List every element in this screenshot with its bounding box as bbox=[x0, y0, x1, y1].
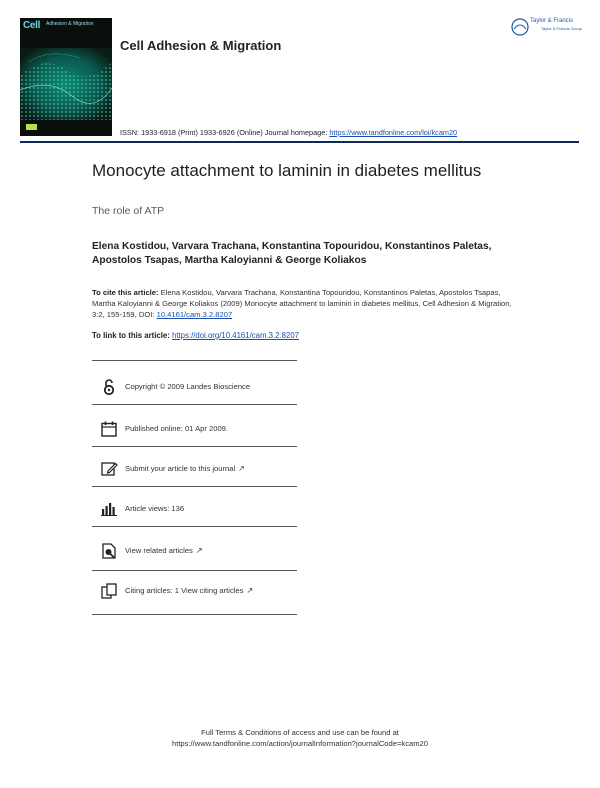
article-authors: Elena Kostidou, Varvara Trachana, Konstantina Topouridou, Konstantinos Paletas, Apostolos Tsapas, Martha Kaloyianni & George Koliakos bbox=[92, 241, 492, 266]
cover-publisher-logo bbox=[26, 124, 37, 130]
submit-article-row[interactable] bbox=[100, 458, 245, 480]
published-row bbox=[100, 418, 229, 440]
cover-title-sub: Adhesion & Migration bbox=[46, 21, 94, 27]
citation-doi-link[interactable]: 10.4161/cam.3.2.8207 bbox=[156, 310, 233, 319]
related-articles-link[interactable] bbox=[125, 546, 203, 555]
external-link-icon: ↗ bbox=[195, 546, 203, 555]
related-articles-label: View related articles bbox=[125, 546, 193, 555]
copyright-row bbox=[100, 376, 251, 398]
meta-divider bbox=[92, 404, 297, 405]
article-link-line bbox=[92, 331, 299, 340]
journal-name: Cell Adhesion & Migration bbox=[120, 38, 282, 53]
document-search-icon bbox=[100, 542, 118, 560]
bar-chart-icon bbox=[100, 500, 118, 518]
meta-divider bbox=[92, 614, 297, 615]
citation-text: Elena Kostidou, Varvara Trachana, Konstantina Topouridou, Konstantinos Paletas, Apostolos Tsapas, Martha Kaloyianni & George Koliakos (2009) Monocyte attachment to laminin in diabetes mellitus, Cell Adhesion & Migration, 3:2, 155-159, DOI: bbox=[92, 288, 512, 319]
issn-line bbox=[120, 128, 457, 137]
submit-article-label: Submit your article to this journal bbox=[125, 464, 236, 473]
meta-divider bbox=[92, 360, 297, 361]
related-articles-row[interactable] bbox=[100, 540, 203, 562]
article-views-row bbox=[100, 498, 185, 520]
citing-articles-label: Citing articles: 1 View citing articles bbox=[125, 586, 244, 595]
terms-line: Full Terms & Conditions of access and use can be found at bbox=[201, 728, 399, 737]
issn-text: ISSN: 1933-6918 (Print) 1933-6926 (Online) Journal homepage: bbox=[120, 128, 330, 137]
cover-microscopy-art bbox=[20, 18, 112, 136]
journal-cover-image bbox=[20, 18, 112, 136]
calendar-icon bbox=[100, 420, 118, 438]
published-date: Published online: 01 Apr 2009. bbox=[125, 424, 229, 433]
header-divider bbox=[20, 141, 579, 143]
meta-divider bbox=[92, 486, 297, 487]
copyright-text: Copyright © 2009 Landes Bioscience bbox=[125, 382, 251, 391]
publisher-logo-text: Taylor & Francis bbox=[530, 18, 574, 24]
edit-pencil-icon bbox=[100, 460, 118, 478]
journal-homepage-link[interactable]: https://www.tandfonline.com/loi/kcam20 bbox=[329, 128, 458, 137]
link-label: To link to this article: bbox=[92, 331, 172, 340]
copy-documents-icon bbox=[100, 582, 118, 600]
meta-divider bbox=[92, 570, 297, 571]
publisher-logo-subtext: Taylor & Francis Group bbox=[541, 26, 582, 31]
article-title: Monocyte attachment to laminin in diabetes mellitus bbox=[92, 161, 482, 180]
terms-footer bbox=[0, 727, 600, 749]
article-views-text: Article views: 136 bbox=[125, 504, 185, 513]
citing-articles-row[interactable] bbox=[100, 580, 254, 602]
citation-block bbox=[92, 287, 512, 320]
meta-divider bbox=[92, 526, 297, 527]
external-link-icon: ↗ bbox=[246, 586, 254, 595]
external-link-icon: ↗ bbox=[238, 464, 245, 473]
citing-articles-link[interactable] bbox=[125, 586, 253, 595]
citation-label: To cite this article: bbox=[92, 288, 159, 297]
meta-divider bbox=[92, 446, 297, 447]
submit-article-link[interactable] bbox=[125, 464, 245, 473]
cover-title-cell: Cell bbox=[23, 20, 41, 31]
article-subtitle: The role of ATP bbox=[92, 205, 165, 217]
terms-url[interactable]: https://www.tandfonline.com/action/journalInformation?journalCode=kcam20 bbox=[171, 739, 428, 748]
open-access-lock-icon bbox=[100, 378, 118, 396]
article-doi-url[interactable]: https://doi.org/10.4161/cam.3.2.8207 bbox=[172, 331, 300, 340]
